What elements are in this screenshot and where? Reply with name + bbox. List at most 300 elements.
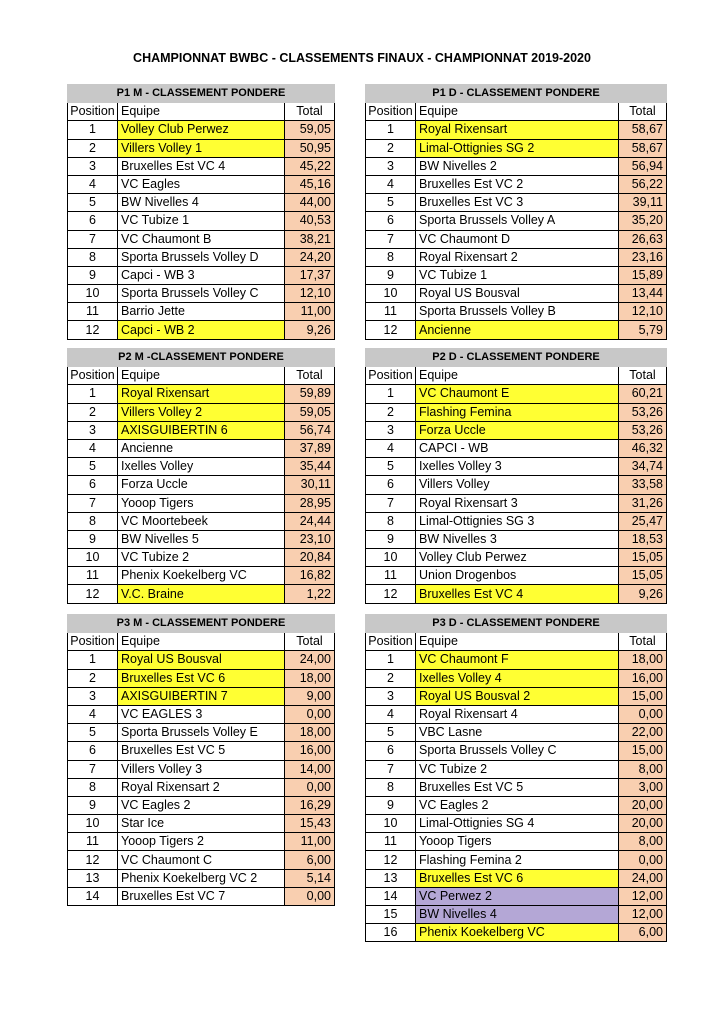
position-cell: 11	[68, 833, 118, 851]
table-row	[366, 458, 667, 476]
total-cell: 5,79	[619, 321, 667, 339]
total-cell: 15,05	[619, 567, 667, 585]
team-cell: Royal Rixensart	[416, 121, 619, 139]
position-cell: 9	[366, 266, 416, 284]
total-cell: 45,22	[285, 157, 335, 175]
total-cell: 15,05	[619, 549, 667, 567]
table-row	[366, 230, 667, 248]
team-cell: Volley Club Perwez	[118, 121, 285, 139]
team-cell: Ixelles Volley 4	[416, 669, 619, 687]
table-row	[68, 303, 335, 321]
team-cell: Phenix Koekelberg VC 2	[118, 869, 285, 887]
table-row	[366, 266, 667, 284]
table-row	[366, 403, 667, 421]
position-cell: 12	[366, 585, 416, 603]
total-cell: 3,00	[619, 778, 667, 796]
position-cell: 7	[366, 230, 416, 248]
team-cell: Royal US Bousval	[118, 651, 285, 669]
total-cell: 18,00	[619, 651, 667, 669]
total-cell: 15,00	[619, 687, 667, 705]
position-cell: 11	[366, 303, 416, 321]
team-cell: VC Tubize 2	[118, 549, 285, 567]
position-cell: 13	[68, 869, 118, 887]
total-cell: 0,00	[285, 887, 335, 905]
total-cell: 16,00	[619, 669, 667, 687]
team-cell: Yooop Tigers	[416, 833, 619, 851]
table-row	[68, 760, 335, 778]
team-cell: BW Nivelles 4	[118, 194, 285, 212]
position-cell: 7	[366, 760, 416, 778]
total-cell: 17,37	[285, 266, 335, 284]
team-cell: Sporta Brussels Volley E	[118, 724, 285, 742]
header-team: Equipe	[416, 103, 619, 121]
total-cell: 39,11	[619, 194, 667, 212]
position-cell: 10	[68, 549, 118, 567]
total-cell: 24,00	[619, 869, 667, 887]
team-cell: Ancienne	[118, 439, 285, 457]
table-row	[366, 887, 667, 905]
header-team: Equipe	[416, 633, 619, 651]
position-cell: 7	[68, 230, 118, 248]
position-cell: 8	[366, 778, 416, 796]
team-cell: VC Tubize 2	[416, 760, 619, 778]
team-cell: BW Nivelles 2	[416, 157, 619, 175]
team-cell: Royal Rixensart	[118, 385, 285, 403]
team-cell: Capci - WB 3	[118, 266, 285, 284]
team-cell: Villers Volley	[416, 476, 619, 494]
position-cell: 8	[68, 778, 118, 796]
team-cell: Ixelles Volley 3	[416, 458, 619, 476]
team-cell: Sporta Brussels Volley B	[416, 303, 619, 321]
table-row	[68, 321, 335, 339]
header-team: Equipe	[118, 367, 285, 385]
table-row	[68, 121, 335, 139]
header-position: Position	[366, 103, 416, 121]
total-cell: 20,00	[619, 815, 667, 833]
team-cell: Ixelles Volley	[118, 458, 285, 476]
total-cell: 0,00	[285, 778, 335, 796]
total-cell: 35,20	[619, 212, 667, 230]
standings-table-p2-women	[365, 348, 667, 604]
header-total: Total	[619, 633, 667, 651]
team-cell: Phenix Koekelberg VC	[118, 567, 285, 585]
team-cell: VC Tubize 1	[118, 212, 285, 230]
table-caption: P2 M -CLASSEMENT PONDERE	[68, 349, 335, 367]
position-cell: 2	[366, 403, 416, 421]
total-cell: 24,20	[285, 248, 335, 266]
team-cell: VC Chaumont B	[118, 230, 285, 248]
team-cell: Yooop Tigers	[118, 494, 285, 512]
table-row	[68, 248, 335, 266]
table-row	[68, 494, 335, 512]
position-cell: 11	[68, 303, 118, 321]
team-cell: Limal-Ottignies SG 4	[416, 815, 619, 833]
table-row	[366, 139, 667, 157]
total-cell: 14,00	[285, 760, 335, 778]
team-cell: Sporta Brussels Volley D	[118, 248, 285, 266]
team-cell: Flashing Femina	[416, 403, 619, 421]
team-cell: Royal US Bousval	[416, 285, 619, 303]
total-cell: 6,00	[619, 924, 667, 942]
total-cell: 59,05	[285, 121, 335, 139]
team-cell: VC Chaumont F	[416, 651, 619, 669]
total-cell: 0,00	[619, 851, 667, 869]
table-header-row	[68, 633, 335, 651]
position-cell: 1	[68, 121, 118, 139]
team-cell: Bruxelles Est VC 4	[416, 585, 619, 603]
position-cell: 1	[68, 651, 118, 669]
table-row	[366, 760, 667, 778]
position-cell: 9	[366, 796, 416, 814]
total-cell: 50,95	[285, 139, 335, 157]
standings-table-p1-women	[365, 84, 667, 340]
team-cell: Limal-Ottignies SG 3	[416, 512, 619, 530]
position-cell: 14	[366, 887, 416, 905]
team-cell: Forza Uccle	[416, 421, 619, 439]
table-row	[68, 549, 335, 567]
team-cell: Sporta Brussels Volley A	[416, 212, 619, 230]
total-cell: 26,63	[619, 230, 667, 248]
standings-table-p3-women	[365, 614, 667, 942]
team-cell: Bruxelles Est VC 7	[118, 887, 285, 905]
total-cell: 6,00	[285, 851, 335, 869]
table-row	[366, 924, 667, 942]
team-cell: AXISGUIBERTIN 7	[118, 687, 285, 705]
table-row	[68, 778, 335, 796]
team-cell: Limal-Ottignies SG 2	[416, 139, 619, 157]
team-cell: BW Nivelles 4	[416, 906, 619, 924]
total-cell: 56,94	[619, 157, 667, 175]
total-cell: 18,00	[285, 724, 335, 742]
team-cell: Bruxelles Est VC 2	[416, 175, 619, 193]
standings-table-p1-men	[67, 84, 335, 340]
total-cell: 12,10	[285, 285, 335, 303]
total-cell: 35,44	[285, 458, 335, 476]
position-cell: 4	[68, 175, 118, 193]
position-cell: 10	[366, 549, 416, 567]
position-cell: 4	[366, 705, 416, 723]
table-row	[68, 724, 335, 742]
position-cell: 12	[366, 851, 416, 869]
total-cell: 45,16	[285, 175, 335, 193]
position-cell: 1	[366, 121, 416, 139]
table-row	[68, 476, 335, 494]
table-row	[366, 549, 667, 567]
table-header-row	[366, 367, 667, 385]
table-row	[366, 321, 667, 339]
position-cell: 5	[366, 194, 416, 212]
total-cell: 5,14	[285, 869, 335, 887]
table-row	[68, 285, 335, 303]
position-cell: 1	[366, 651, 416, 669]
position-cell: 3	[366, 687, 416, 705]
position-cell: 9	[68, 796, 118, 814]
total-cell: 44,00	[285, 194, 335, 212]
position-cell: 12	[68, 851, 118, 869]
total-cell: 31,26	[619, 494, 667, 512]
team-cell: Villers Volley 1	[118, 139, 285, 157]
table-row	[68, 851, 335, 869]
position-cell: 14	[68, 887, 118, 905]
header-position: Position	[68, 633, 118, 651]
position-cell: 6	[366, 476, 416, 494]
total-cell: 12,00	[619, 887, 667, 905]
table-row	[68, 796, 335, 814]
team-cell: VC Chaumont D	[416, 230, 619, 248]
total-cell: 33,58	[619, 476, 667, 494]
position-cell: 2	[68, 139, 118, 157]
table-row	[68, 385, 335, 403]
position-cell: 1	[68, 385, 118, 403]
team-cell: VC Perwez 2	[416, 887, 619, 905]
table-row	[68, 421, 335, 439]
total-cell: 11,00	[285, 303, 335, 321]
table-row	[366, 724, 667, 742]
table-row	[366, 385, 667, 403]
total-cell: 12,10	[619, 303, 667, 321]
table-row	[366, 212, 667, 230]
team-cell: VC Moortebeek	[118, 512, 285, 530]
team-cell: VC Chaumont C	[118, 851, 285, 869]
table-row	[366, 157, 667, 175]
total-cell: 37,89	[285, 439, 335, 457]
table-row	[366, 585, 667, 603]
total-cell: 16,82	[285, 567, 335, 585]
position-cell: 7	[68, 760, 118, 778]
team-cell: Bruxelles Est VC 4	[118, 157, 285, 175]
position-cell: 6	[366, 212, 416, 230]
total-cell: 23,16	[619, 248, 667, 266]
table-row	[68, 669, 335, 687]
table-row	[366, 421, 667, 439]
header-total: Total	[285, 103, 335, 121]
table-row	[68, 230, 335, 248]
position-cell: 9	[366, 530, 416, 548]
total-cell: 22,00	[619, 724, 667, 742]
total-cell: 28,95	[285, 494, 335, 512]
total-cell: 56,22	[619, 175, 667, 193]
table-row	[68, 687, 335, 705]
table-row	[68, 742, 335, 760]
position-cell: 15	[366, 906, 416, 924]
team-cell: VC Eagles	[118, 175, 285, 193]
header-team: Equipe	[416, 367, 619, 385]
table-row	[68, 887, 335, 905]
header-position: Position	[366, 633, 416, 651]
team-cell: Phenix Koekelberg VC	[416, 924, 619, 942]
team-cell: Royal Rixensart 3	[416, 494, 619, 512]
table-caption: P1 M - CLASSEMENT PONDERE	[68, 85, 335, 103]
total-cell: 15,43	[285, 815, 335, 833]
total-cell: 58,67	[619, 121, 667, 139]
team-cell: Bruxelles Est VC 6	[118, 669, 285, 687]
total-cell: 18,00	[285, 669, 335, 687]
position-cell: 11	[366, 833, 416, 851]
total-cell: 46,32	[619, 439, 667, 457]
position-cell: 13	[366, 869, 416, 887]
total-cell: 15,00	[619, 742, 667, 760]
header-position: Position	[68, 103, 118, 121]
position-cell: 7	[366, 494, 416, 512]
team-cell: VBC Lasne	[416, 724, 619, 742]
team-cell: Bruxelles Est VC 5	[118, 742, 285, 760]
total-cell: 13,44	[619, 285, 667, 303]
team-cell: VC Eagles 2	[118, 796, 285, 814]
team-cell: VC EAGLES 3	[118, 705, 285, 723]
total-cell: 59,05	[285, 403, 335, 421]
position-cell: 2	[366, 139, 416, 157]
total-cell: 1,22	[285, 585, 335, 603]
team-cell: Barrio Jette	[118, 303, 285, 321]
position-cell: 2	[366, 669, 416, 687]
total-cell: 9,26	[285, 321, 335, 339]
table-row	[366, 815, 667, 833]
standings-table-p2-men	[67, 348, 335, 604]
total-cell: 60,21	[619, 385, 667, 403]
header-team: Equipe	[118, 103, 285, 121]
position-cell: 8	[68, 248, 118, 266]
table-row	[366, 530, 667, 548]
table-caption: P3 D - CLASSEMENT PONDERE	[366, 615, 667, 633]
total-cell: 8,00	[619, 833, 667, 851]
position-cell: 5	[68, 458, 118, 476]
position-cell: 2	[68, 669, 118, 687]
total-cell: 59,89	[285, 385, 335, 403]
position-cell: 3	[68, 421, 118, 439]
team-cell: CAPCI - WB	[416, 439, 619, 457]
table-row	[68, 439, 335, 457]
table-row	[68, 212, 335, 230]
table-row	[366, 869, 667, 887]
position-cell: 10	[366, 815, 416, 833]
table-row	[366, 651, 667, 669]
position-cell: 8	[68, 512, 118, 530]
table-row	[366, 194, 667, 212]
position-cell: 10	[366, 285, 416, 303]
header-total: Total	[619, 367, 667, 385]
total-cell: 58,67	[619, 139, 667, 157]
team-cell: Sporta Brussels Volley C	[118, 285, 285, 303]
position-cell: 4	[68, 705, 118, 723]
team-cell: Yooop Tigers 2	[118, 833, 285, 851]
position-cell: 6	[68, 212, 118, 230]
team-cell: Royal Rixensart 2	[118, 778, 285, 796]
position-cell: 5	[68, 724, 118, 742]
table-row	[68, 194, 335, 212]
position-cell: 2	[68, 403, 118, 421]
table-header-row	[68, 367, 335, 385]
table-row	[68, 567, 335, 585]
position-cell: 3	[366, 157, 416, 175]
team-cell: Star Ice	[118, 815, 285, 833]
team-cell: Ancienne	[416, 321, 619, 339]
total-cell: 20,84	[285, 549, 335, 567]
team-cell: VC Eagles 2	[416, 796, 619, 814]
position-cell: 3	[68, 157, 118, 175]
position-cell: 12	[68, 321, 118, 339]
table-row	[366, 512, 667, 530]
total-cell: 12,00	[619, 906, 667, 924]
table-row	[366, 778, 667, 796]
position-cell: 10	[68, 815, 118, 833]
table-row	[366, 285, 667, 303]
position-cell: 5	[366, 458, 416, 476]
team-cell: VC Chaumont E	[416, 385, 619, 403]
team-cell: BW Nivelles 3	[416, 530, 619, 548]
table-row	[366, 796, 667, 814]
header-total: Total	[619, 103, 667, 121]
total-cell: 23,10	[285, 530, 335, 548]
position-cell: 10	[68, 285, 118, 303]
table-row	[366, 121, 667, 139]
table-header-row	[366, 103, 667, 121]
table-row	[68, 869, 335, 887]
total-cell: 24,44	[285, 512, 335, 530]
team-cell: AXISGUIBERTIN 6	[118, 421, 285, 439]
total-cell: 8,00	[619, 760, 667, 778]
total-cell: 24,00	[285, 651, 335, 669]
table-row	[366, 494, 667, 512]
table-row	[366, 567, 667, 585]
header-position: Position	[366, 367, 416, 385]
position-cell: 4	[366, 175, 416, 193]
total-cell: 9,26	[619, 585, 667, 603]
table-row	[68, 651, 335, 669]
document-title: CHAMPIONNAT BWBC - CLASSEMENTS FINAUX - CHAMPIONNAT 2019-2020	[133, 51, 591, 65]
team-cell: Volley Club Perwez	[416, 549, 619, 567]
total-cell: 11,00	[285, 833, 335, 851]
team-cell: BW Nivelles 5	[118, 530, 285, 548]
position-cell: 12	[366, 321, 416, 339]
table-row	[366, 851, 667, 869]
team-cell: Capci - WB 2	[118, 321, 285, 339]
position-cell: 3	[68, 687, 118, 705]
total-cell: 16,00	[285, 742, 335, 760]
table-row	[68, 815, 335, 833]
total-cell: 16,29	[285, 796, 335, 814]
table-row	[68, 705, 335, 723]
table-row	[68, 512, 335, 530]
position-cell: 9	[68, 530, 118, 548]
position-cell: 3	[366, 421, 416, 439]
table-row	[68, 266, 335, 284]
total-cell: 38,21	[285, 230, 335, 248]
position-cell: 12	[68, 585, 118, 603]
table-row	[68, 139, 335, 157]
total-cell: 20,00	[619, 796, 667, 814]
table-row	[366, 303, 667, 321]
total-cell: 56,74	[285, 421, 335, 439]
table-row	[366, 669, 667, 687]
position-cell: 5	[68, 194, 118, 212]
team-cell: Forza Uccle	[118, 476, 285, 494]
table-caption: P2 D - CLASSEMENT PONDERE	[366, 349, 667, 367]
team-cell: Royal US Bousval 2	[416, 687, 619, 705]
position-cell: 8	[366, 512, 416, 530]
table-row	[68, 403, 335, 421]
table-header-row	[366, 633, 667, 651]
team-cell: V.C. Braine	[118, 585, 285, 603]
table-row	[366, 705, 667, 723]
table-row	[68, 175, 335, 193]
team-cell: VC Tubize 1	[416, 266, 619, 284]
table-caption: P1 D - CLASSEMENT PONDERE	[366, 85, 667, 103]
position-cell: 5	[366, 724, 416, 742]
total-cell: 53,26	[619, 421, 667, 439]
total-cell: 0,00	[619, 705, 667, 723]
table-caption: P3 M - CLASSEMENT PONDERE	[68, 615, 335, 633]
total-cell: 25,47	[619, 512, 667, 530]
